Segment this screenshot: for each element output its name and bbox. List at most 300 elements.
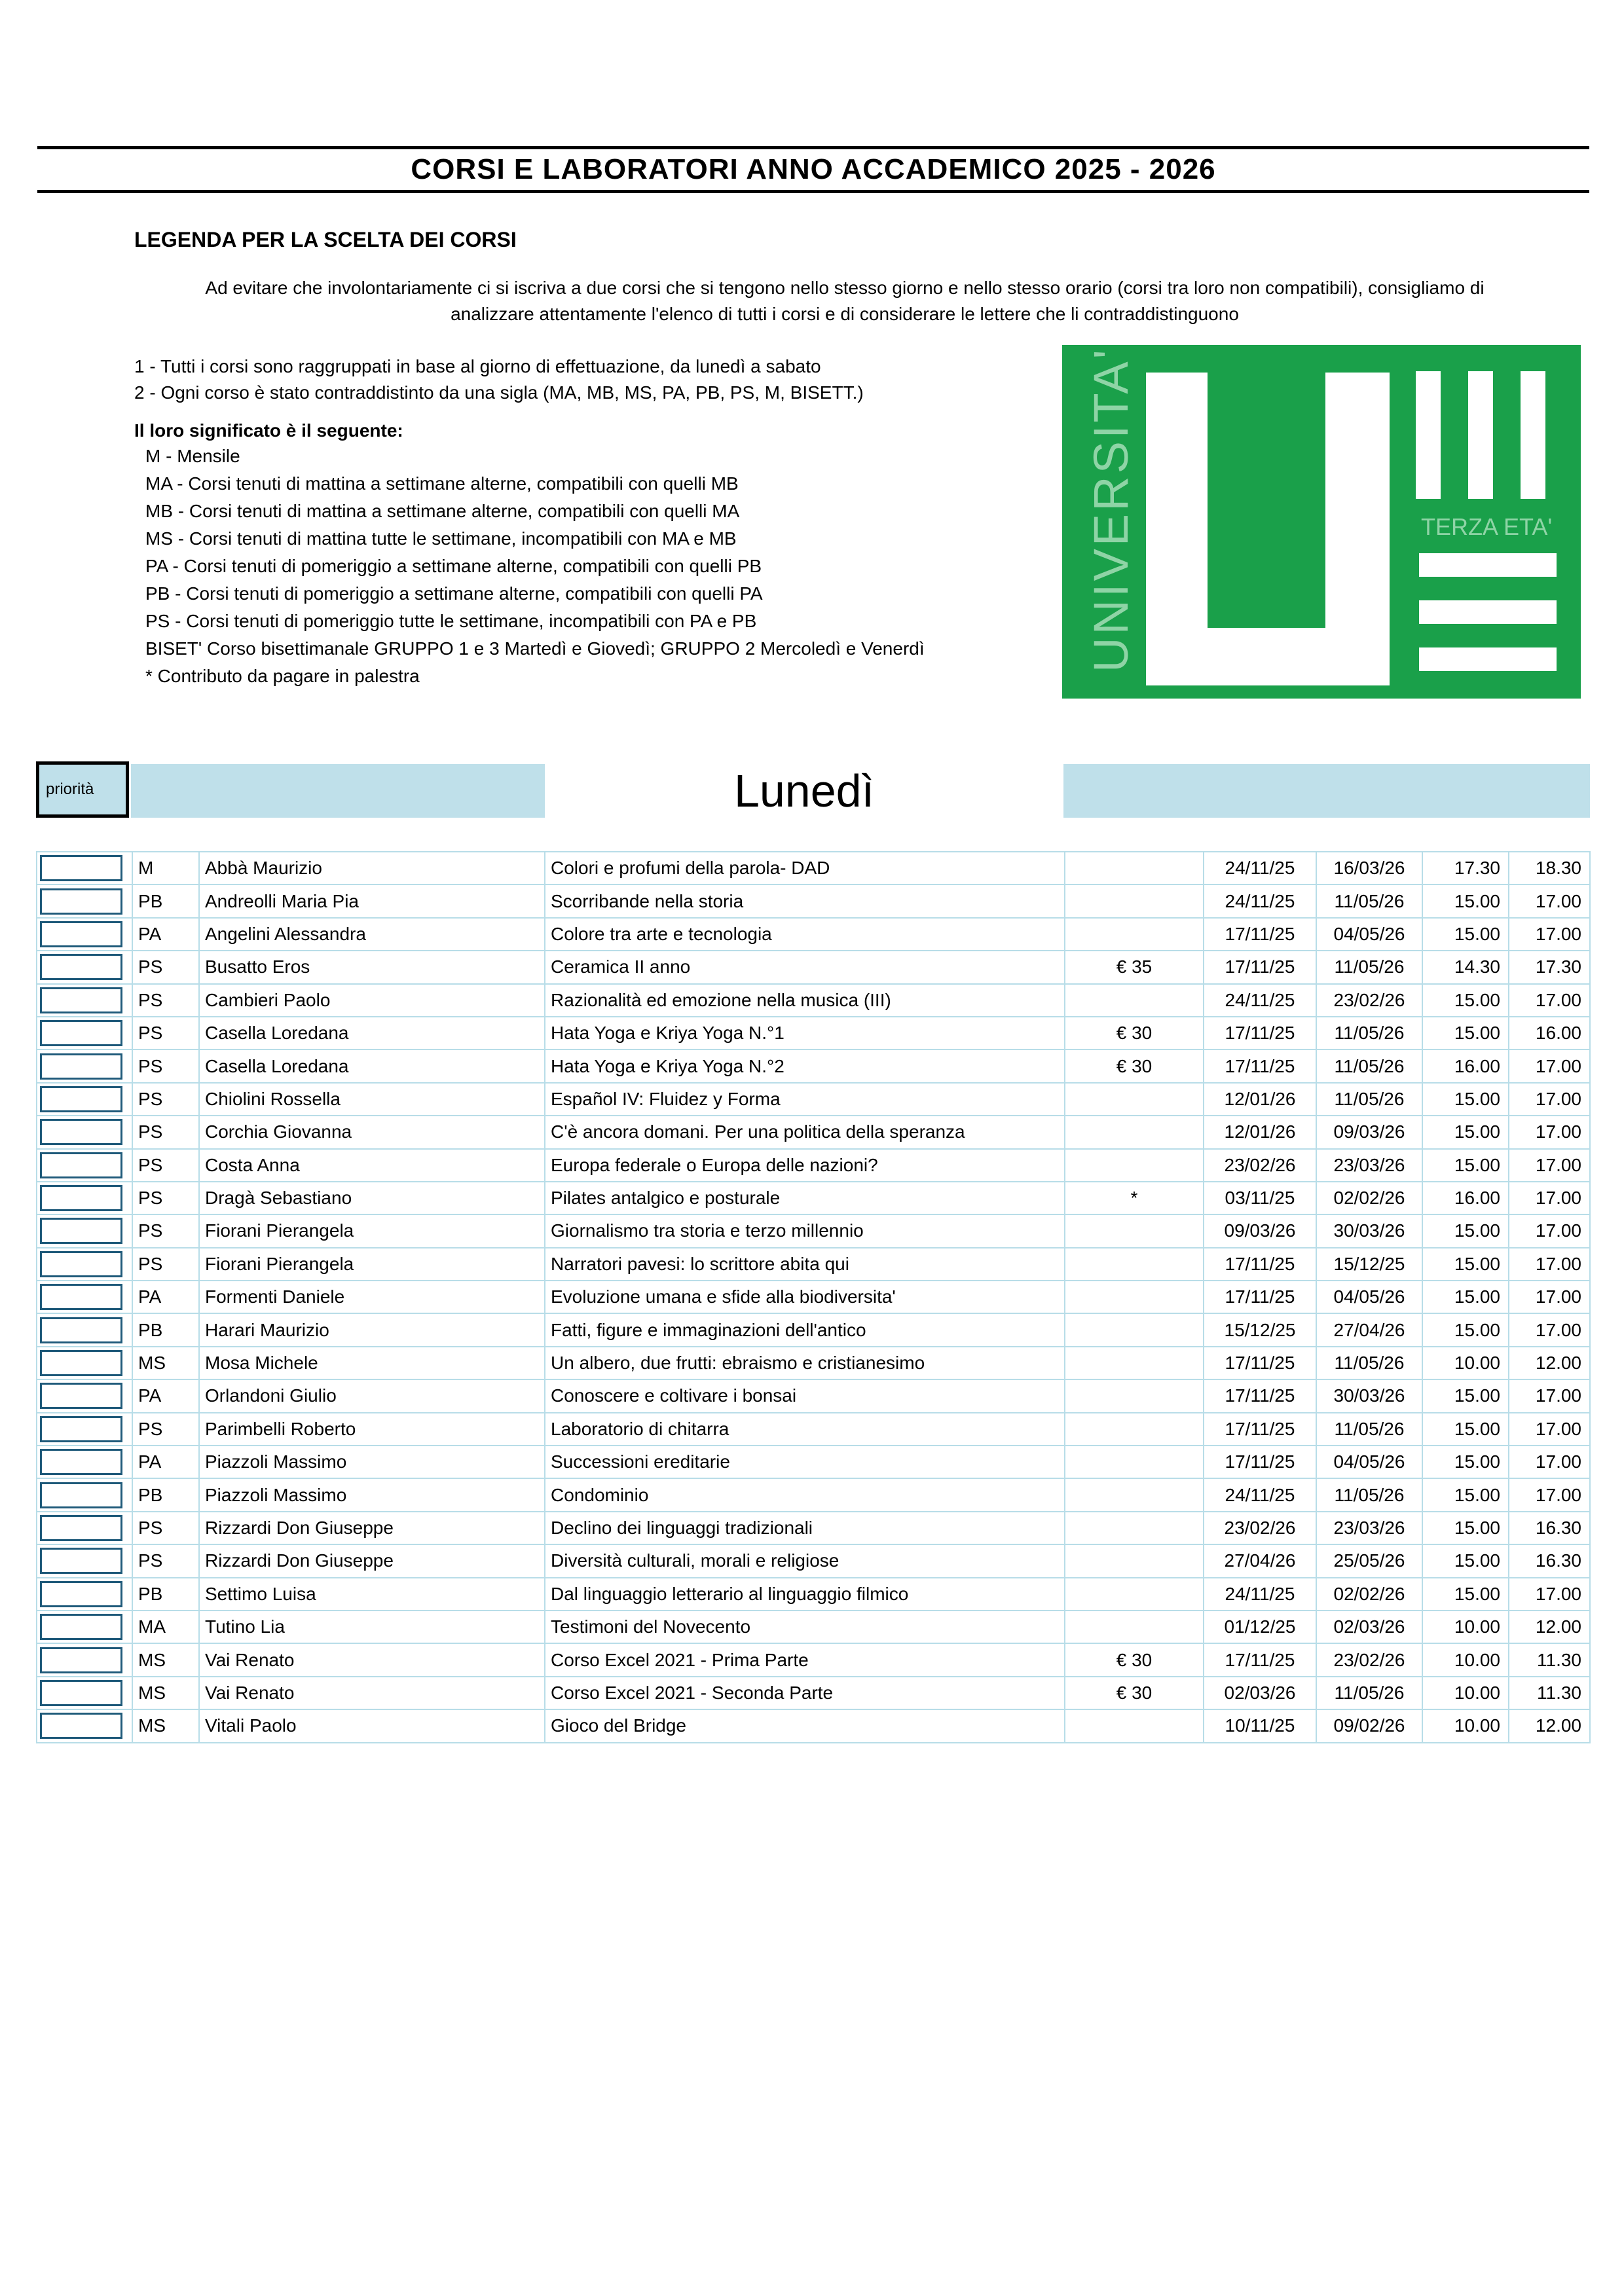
course-title: Gioco del Bridge [545, 1709, 1065, 1742]
logo-graphic [1062, 345, 1581, 699]
course-start-date: 24/11/25 [1204, 1478, 1316, 1511]
table-row [37, 1049, 1590, 1082]
course-start-time: 10.00 [1422, 1643, 1509, 1676]
priority-cell[interactable] [37, 1709, 132, 1742]
course-start-time: 15.00 [1422, 984, 1509, 1017]
course-start-time: 15.00 [1422, 1214, 1509, 1247]
course-end-time: 11.30 [1509, 1643, 1590, 1676]
course-end-date: 04/05/26 [1316, 1281, 1422, 1313]
course-teacher: Mosa Michele [199, 1347, 545, 1379]
logo-bar [1419, 553, 1557, 577]
course-end-time: 17.00 [1509, 1578, 1590, 1611]
logo-bar [1419, 600, 1557, 624]
course-teacher: Piazzoli Massimo [199, 1478, 545, 1511]
course-title: Scorribande nella storia [545, 884, 1065, 917]
priority-input[interactable] [40, 1482, 122, 1508]
course-title: Colore tra arte e tecnologia [545, 918, 1065, 951]
priority-input[interactable] [40, 1449, 122, 1475]
meaning-item: BISET' Corso bisettimanale GRUPPO 1 e 3 Martedì e Giovedì; GRUPPO 2 Mercoledì e Venerdì [145, 638, 925, 659]
course-title: Razionalità ed emozione nella musica (III) [545, 984, 1065, 1017]
course-start-time: 15.00 [1422, 1446, 1509, 1478]
course-code: PS [132, 1512, 199, 1544]
table-row [37, 1149, 1590, 1182]
course-end-date: 11/05/26 [1316, 1347, 1422, 1379]
table-row [37, 1446, 1590, 1478]
course-end-date: 02/02/26 [1316, 1578, 1422, 1611]
course-rows [37, 852, 1590, 1743]
course-start-time: 15.00 [1422, 884, 1509, 917]
course-start-time: 15.00 [1422, 1281, 1509, 1313]
priority-input[interactable] [40, 1647, 122, 1673]
course-cost [1065, 1512, 1204, 1544]
table-row [37, 1677, 1590, 1709]
meaning-item: PB - Corsi tenuti di pomeriggio a settimane alterne, compatibili con quelli PA [145, 583, 763, 604]
course-cost [1065, 1413, 1204, 1446]
logo-letter-l [1146, 373, 1390, 685]
course-end-time: 16.30 [1509, 1512, 1590, 1544]
course-title: Corso Excel 2021 - Seconda Parte [545, 1677, 1065, 1709]
course-cost [1065, 1446, 1204, 1478]
course-teacher: Vitali Paolo [199, 1709, 545, 1742]
meaning-item: M - Mensile [145, 446, 240, 466]
course-cost [1065, 884, 1204, 917]
priority-cell[interactable] [37, 1116, 132, 1148]
course-cost [1065, 1248, 1204, 1281]
course-cost: € 35 [1065, 951, 1204, 983]
course-start-time: 15.00 [1422, 1149, 1509, 1182]
course-code: PA [132, 1379, 199, 1412]
course-cost [1065, 1083, 1204, 1116]
course-cost [1065, 1379, 1204, 1412]
course-start-date: 24/11/25 [1204, 852, 1316, 884]
table-row [37, 1281, 1590, 1313]
course-end-date: 09/03/26 [1316, 1116, 1422, 1148]
course-title: Hata Yoga e Kriya Yoga N.°2 [545, 1049, 1065, 1082]
course-teacher: Costa Anna [199, 1149, 545, 1182]
course-start-date: 12/01/26 [1204, 1116, 1316, 1148]
course-teacher: Abbà Maurizio [199, 852, 545, 884]
priority-input[interactable] [40, 1152, 122, 1178]
course-start-date: 17/11/25 [1204, 1643, 1316, 1676]
course-title: Europa federale o Europa delle nazioni? [545, 1149, 1065, 1182]
course-end-time: 17.00 [1509, 1313, 1590, 1346]
course-code: PS [132, 1083, 199, 1116]
priority-cell[interactable] [37, 984, 132, 1017]
course-end-time: 17.00 [1509, 884, 1590, 917]
course-end-date: 11/05/26 [1316, 951, 1422, 983]
course-start-time: 10.00 [1422, 1611, 1509, 1643]
course-teacher: Cambieri Paolo [199, 984, 545, 1017]
priority-cell[interactable] [37, 1544, 132, 1577]
table-row [37, 951, 1590, 983]
course-end-date: 11/05/26 [1316, 1083, 1422, 1116]
priority-cell[interactable] [37, 1248, 132, 1281]
priority-cell[interactable] [37, 1413, 132, 1446]
course-end-time: 17.30 [1509, 951, 1590, 983]
course-end-time: 17.00 [1509, 1182, 1590, 1214]
meaning-item: PS - Corsi tenuti di pomeriggio tutte le settimane, incompatibili con PA e PB [145, 611, 757, 631]
priority-input[interactable] [40, 1416, 122, 1442]
course-start-date: 17/11/25 [1204, 1379, 1316, 1412]
course-code: PS [132, 1049, 199, 1082]
priority-cell[interactable] [37, 1083, 132, 1116]
course-start-date: 17/11/25 [1204, 1049, 1316, 1082]
course-teacher: Angelini Alessandra [199, 918, 545, 951]
course-code: MA [132, 1611, 199, 1643]
course-start-date: 17/11/25 [1204, 1281, 1316, 1313]
university-logo [1062, 345, 1581, 699]
priority-cell[interactable] [37, 1182, 132, 1214]
course-cost: € 30 [1065, 1017, 1204, 1049]
priority-input[interactable] [40, 1053, 122, 1080]
priority-input[interactable] [40, 954, 122, 980]
priority-cell[interactable] [37, 1281, 132, 1313]
course-teacher: Orlandoni Giulio [199, 1379, 545, 1412]
priority-input[interactable] [40, 1383, 122, 1409]
course-code: PS [132, 1248, 199, 1281]
course-end-date: 11/05/26 [1316, 1478, 1422, 1511]
course-code: PS [132, 1544, 199, 1577]
course-title: Pilates antalgico e posturale [545, 1182, 1065, 1214]
priority-input[interactable] [40, 1713, 122, 1739]
course-start-time: 15.00 [1422, 1478, 1509, 1511]
table-row [37, 984, 1590, 1017]
course-code: PS [132, 1149, 199, 1182]
course-teacher: Fiorani Pierangela [199, 1248, 545, 1281]
legend-rule: 1 - Tutti i corsi sono raggruppati in base al giorno di effettuazione, da lunedì a sabato [134, 356, 821, 376]
course-teacher: Casella Loredana [199, 1049, 545, 1082]
priority-cell[interactable] [37, 951, 132, 983]
priority-cell[interactable] [37, 1446, 132, 1478]
day-title-cell [545, 764, 1063, 818]
priority-cell[interactable] [37, 1017, 132, 1049]
course-teacher: Busatto Eros [199, 951, 545, 983]
priority-cell[interactable] [37, 884, 132, 917]
course-title: Un albero, due frutti: ebraismo e cristianesimo [545, 1347, 1065, 1379]
course-teacher: Settimo Luisa [199, 1578, 545, 1611]
priority-input[interactable] [40, 1020, 122, 1046]
course-end-time: 17.00 [1509, 984, 1590, 1017]
priority-cell[interactable] [37, 852, 132, 884]
course-cost: € 30 [1065, 1049, 1204, 1082]
priority-cell[interactable] [37, 918, 132, 951]
course-start-date: 03/11/25 [1204, 1182, 1316, 1214]
priority-input[interactable] [40, 1218, 122, 1244]
day-title: Lunedì [733, 765, 875, 816]
course-end-time: 11.30 [1509, 1677, 1590, 1709]
course-title: Declino dei linguaggi tradizionali [545, 1512, 1065, 1544]
course-end-time: 17.00 [1509, 1214, 1590, 1247]
table-row [37, 1379, 1590, 1412]
course-end-time: 17.00 [1509, 1379, 1590, 1412]
logo-bar [1521, 371, 1545, 499]
course-code: PS [132, 1182, 199, 1214]
courses-table-wrap [36, 851, 1589, 1743]
priority-input[interactable] [40, 1581, 122, 1607]
course-start-time: 15.00 [1422, 1313, 1509, 1346]
course-end-date: 11/05/26 [1316, 1677, 1422, 1709]
priority-input[interactable] [40, 1515, 122, 1541]
course-cost [1065, 1709, 1204, 1742]
course-teacher: Dragà Sebastiano [199, 1182, 545, 1214]
course-end-date: 30/03/26 [1316, 1214, 1422, 1247]
table-row [37, 1413, 1590, 1446]
priority-cell[interactable] [37, 1379, 132, 1412]
course-start-date: 27/04/26 [1204, 1544, 1316, 1577]
course-title: Conoscere e coltivare i bonsai [545, 1379, 1065, 1412]
page-title-bar [37, 146, 1589, 193]
table-row [37, 918, 1590, 951]
course-code: PA [132, 918, 199, 951]
course-cost: € 30 [1065, 1643, 1204, 1676]
course-start-date: 15/12/25 [1204, 1313, 1316, 1346]
course-end-date: 23/03/26 [1316, 1512, 1422, 1544]
course-teacher: Casella Loredana [199, 1017, 545, 1049]
priority-input[interactable] [40, 987, 122, 1013]
course-code: PB [132, 1313, 199, 1346]
priority-input[interactable] [40, 1548, 122, 1574]
priority-input[interactable] [40, 1317, 122, 1343]
table-row [37, 1578, 1590, 1611]
priority-cell[interactable] [37, 1578, 132, 1611]
course-end-time: 17.00 [1509, 1149, 1590, 1182]
legend-rules [134, 354, 864, 406]
meaning-item: MS - Corsi tenuti di mattina tutte le settimane, incompatibili con MA e MB [145, 528, 737, 549]
priority-cell[interactable] [37, 1643, 132, 1676]
priority-input[interactable] [40, 921, 122, 947]
course-start-time: 15.00 [1422, 1379, 1509, 1412]
table-row [37, 1017, 1590, 1049]
course-start-time: 16.00 [1422, 1049, 1509, 1082]
course-start-time: 16.00 [1422, 1182, 1509, 1214]
course-code: MS [132, 1677, 199, 1709]
priority-cell[interactable] [37, 1149, 132, 1182]
course-start-date: 24/11/25 [1204, 1578, 1316, 1611]
course-code: MS [132, 1347, 199, 1379]
priority-cell[interactable] [37, 1347, 132, 1379]
logo-bar [1468, 371, 1493, 499]
priority-input[interactable] [40, 1680, 122, 1706]
legend-rule: 2 - Ogni corso è stato contraddistinto da una sigla (MA, MB, MS, PA, PB, PS, M, BISETT.) [134, 382, 864, 403]
course-title: Laboratorio di chitarra [545, 1413, 1065, 1446]
course-title: Condominio [545, 1478, 1065, 1511]
priority-input[interactable] [40, 1119, 122, 1145]
course-start-time: 15.00 [1422, 1248, 1509, 1281]
page-title: CORSI E LABORATORI ANNO ACCADEMICO 2025 - 2026 [411, 153, 1216, 185]
course-title: Corso Excel 2021 - Prima Parte [545, 1643, 1065, 1676]
course-end-date: 25/05/26 [1316, 1544, 1422, 1577]
course-code: PB [132, 1578, 199, 1611]
course-cost [1065, 1116, 1204, 1148]
course-end-date: 16/03/26 [1316, 852, 1422, 884]
course-code: PA [132, 1281, 199, 1313]
course-end-date: 30/03/26 [1316, 1379, 1422, 1412]
priority-input[interactable] [40, 1350, 122, 1376]
course-end-date: 11/05/26 [1316, 1413, 1422, 1446]
course-end-time: 17.00 [1509, 1116, 1590, 1148]
course-code: PS [132, 951, 199, 983]
table-row [37, 1709, 1590, 1742]
course-cost [1065, 1313, 1204, 1346]
course-start-date: 23/02/26 [1204, 1512, 1316, 1544]
course-teacher: Piazzoli Massimo [199, 1446, 545, 1478]
course-start-date: 24/11/25 [1204, 984, 1316, 1017]
course-code: PS [132, 984, 199, 1017]
course-title: Diversità culturali, morali e religiose [545, 1544, 1065, 1577]
course-cost [1065, 852, 1204, 884]
priority-cell[interactable] [37, 1049, 132, 1082]
priority-cell[interactable] [37, 1478, 132, 1511]
course-end-date: 23/02/26 [1316, 984, 1422, 1017]
course-start-time: 15.00 [1422, 1544, 1509, 1577]
course-end-date: 09/02/26 [1316, 1709, 1422, 1742]
course-start-date: 12/01/26 [1204, 1083, 1316, 1116]
course-teacher: Parimbelli Roberto [199, 1413, 545, 1446]
meaning-list [145, 443, 925, 690]
course-teacher: Vai Renato [199, 1643, 545, 1676]
logo-bar [1419, 647, 1557, 671]
course-start-date: 17/11/25 [1204, 1248, 1316, 1281]
priority-cell[interactable] [37, 1512, 132, 1544]
course-title: Giornalismo tra storia e terzo millennio [545, 1214, 1065, 1247]
meaning-item: MA - Corsi tenuti di mattina a settimane alterne, compatibili con quelli MB [145, 473, 739, 494]
priority-label: priorità [46, 780, 94, 798]
course-end-date: 23/02/26 [1316, 1643, 1422, 1676]
course-teacher: Formenti Daniele [199, 1281, 545, 1313]
course-teacher: Rizzardi Don Giuseppe [199, 1512, 545, 1544]
course-title: Español IV: Fluidez y Forma [545, 1083, 1065, 1116]
course-title: Narratori pavesi: lo scrittore abita qui [545, 1248, 1065, 1281]
course-end-time: 17.00 [1509, 1281, 1590, 1313]
course-code: MS [132, 1643, 199, 1676]
course-start-date: 02/03/26 [1204, 1677, 1316, 1709]
course-cost [1065, 1347, 1204, 1379]
course-teacher: Corchia Giovanna [199, 1116, 545, 1148]
course-teacher: Chiolini Rossella [199, 1083, 545, 1116]
course-start-date: 17/11/25 [1204, 1446, 1316, 1478]
priority-input[interactable] [40, 1185, 122, 1211]
course-end-date: 15/12/25 [1316, 1248, 1422, 1281]
legend-intro-line: analizzare attentamente l'elenco di tutti i corsi e di considerare le lettere che li contraddistinguono [451, 304, 1239, 324]
course-cost [1065, 1149, 1204, 1182]
priority-input[interactable] [40, 1284, 122, 1310]
table-row [37, 1512, 1590, 1544]
course-cost [1065, 1611, 1204, 1643]
course-end-time: 12.00 [1509, 1347, 1590, 1379]
course-cost [1065, 1544, 1204, 1577]
course-cost [1065, 1478, 1204, 1511]
course-start-time: 15.00 [1422, 1413, 1509, 1446]
course-end-date: 11/05/26 [1316, 1049, 1422, 1082]
course-end-date: 04/05/26 [1316, 918, 1422, 951]
priority-input[interactable] [40, 888, 122, 915]
table-row [37, 1347, 1590, 1379]
course-code: PA [132, 1446, 199, 1478]
course-start-time: 10.00 [1422, 1347, 1509, 1379]
course-title: C'è ancora domani. Per una politica della speranza [545, 1116, 1065, 1148]
priority-cell[interactable] [37, 1313, 132, 1346]
course-start-time: 15.00 [1422, 918, 1509, 951]
course-end-time: 17.00 [1509, 1478, 1590, 1511]
table-row [37, 1214, 1590, 1247]
course-end-time: 17.00 [1509, 918, 1590, 951]
course-start-time: 17.30 [1422, 852, 1509, 884]
course-start-date: 24/11/25 [1204, 884, 1316, 917]
course-teacher: Harari Maurizio [199, 1313, 545, 1346]
courses-table [36, 851, 1591, 1743]
course-end-time: 12.00 [1509, 1709, 1590, 1742]
table-row [37, 1116, 1590, 1148]
course-code: PS [132, 1116, 199, 1148]
course-start-date: 01/12/25 [1204, 1611, 1316, 1643]
course-start-time: 15.00 [1422, 1116, 1509, 1148]
course-end-date: 11/05/26 [1316, 884, 1422, 917]
course-teacher: Fiorani Pierangela [199, 1214, 545, 1247]
priority-input[interactable] [40, 1614, 122, 1640]
course-cost [1065, 918, 1204, 951]
legend-intro-line: Ad evitare che involontariamente ci si iscriva a due corsi che si tengono nello stesso giorno e nello stesso orario (corsi tra loro non compatibili), consigliamo di [205, 278, 1485, 298]
course-teacher: Andreolli Maria Pia [199, 884, 545, 917]
course-cost: € 30 [1065, 1677, 1204, 1709]
logo-vertical-text: UNIVERSITA' [1084, 347, 1138, 672]
table-row [37, 1248, 1590, 1281]
course-end-date: 04/05/26 [1316, 1446, 1422, 1478]
course-title: Hata Yoga e Kriya Yoga N.°1 [545, 1017, 1065, 1049]
course-end-date: 02/03/26 [1316, 1611, 1422, 1643]
table-row [37, 1182, 1590, 1214]
logo-bar [1416, 371, 1441, 499]
course-start-time: 15.00 [1422, 1578, 1509, 1611]
course-code: PB [132, 1478, 199, 1511]
course-title: Testimoni del Novecento [545, 1611, 1065, 1643]
course-start-time: 14.30 [1422, 951, 1509, 983]
table-row [37, 1544, 1590, 1577]
course-end-date: 11/05/26 [1316, 1017, 1422, 1049]
table-row [37, 1478, 1590, 1511]
priority-input[interactable] [40, 1086, 122, 1112]
course-cost [1065, 1578, 1204, 1611]
meaning-item: PA - Corsi tenuti di pomeriggio a settimane alterne, compatibili con quelli PB [145, 556, 762, 576]
course-title: Successioni ereditarie [545, 1446, 1065, 1478]
meaning-item: * Contributo da pagare in palestra [145, 666, 420, 686]
course-teacher: Rizzardi Don Giuseppe [199, 1544, 545, 1577]
table-row [37, 1643, 1590, 1676]
priority-input[interactable] [40, 855, 122, 881]
priority-header [36, 761, 129, 818]
course-end-time: 16.30 [1509, 1544, 1590, 1577]
priority-cell[interactable] [37, 1677, 132, 1709]
course-code: PB [132, 884, 199, 917]
course-start-date: 09/03/26 [1204, 1214, 1316, 1247]
course-start-time: 15.00 [1422, 1083, 1509, 1116]
course-end-date: 27/04/26 [1316, 1313, 1422, 1346]
course-start-time: 10.00 [1422, 1709, 1509, 1742]
course-start-time: 10.00 [1422, 1677, 1509, 1709]
priority-cell[interactable] [37, 1611, 132, 1643]
course-end-time: 17.00 [1509, 1049, 1590, 1082]
course-start-date: 10/11/25 [1204, 1709, 1316, 1742]
priority-cell[interactable] [37, 1214, 132, 1247]
priority-input[interactable] [40, 1251, 122, 1277]
course-code: PS [132, 1413, 199, 1446]
course-cost [1065, 1281, 1204, 1313]
course-end-time: 17.00 [1509, 1248, 1590, 1281]
table-row [37, 1313, 1590, 1346]
course-start-time: 15.00 [1422, 1512, 1509, 1544]
course-end-time: 16.00 [1509, 1017, 1590, 1049]
course-end-time: 17.00 [1509, 1413, 1590, 1446]
legend-intro [131, 275, 1559, 327]
